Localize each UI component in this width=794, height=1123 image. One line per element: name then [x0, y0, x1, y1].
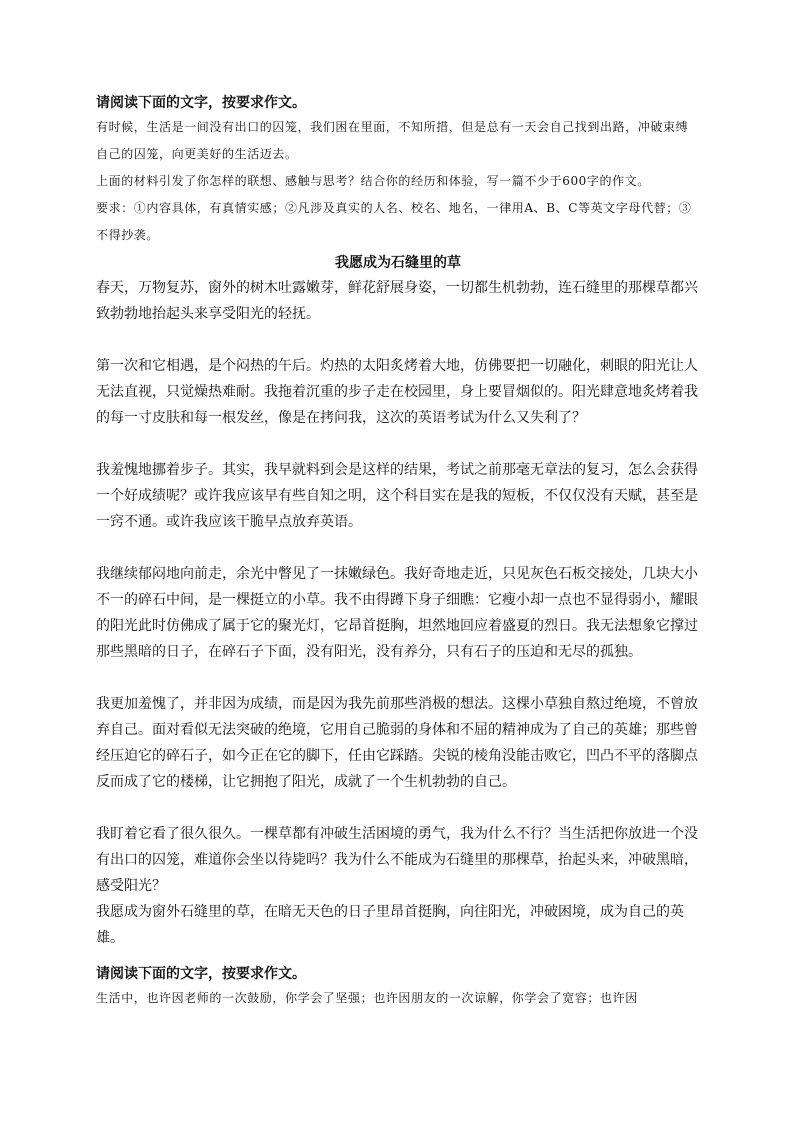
- prompt-material: 生活中，也许因老师的一次鼓励，你学会了坚强；也许因朋友的一次谅解，你学会了宽容；也许因: [96, 991, 638, 1005]
- writing-prompt-2: [96, 963, 700, 1012]
- essay-paragraph: 我更加羞愧了，并非因为成绩，而是因为我先前那些消极的想法。这棵小草独自熬过绝境，不曾放弃自己。面对看似无法突破的绝境，它用自己脆弱的身体和不屈的精神成为了自己的英雄；那些曾经压迫它的碎石子，如今正在它的脚下，任由它踩踏。尖锐的棱角没能击败它，凹凸不平的落脚点反而成了它的楼梯，让它拥抱了阳光，成就了一个生机勃勃的自己。: [96, 696, 698, 790]
- prompt-title: 请阅读下面的文字，按要求作文。: [96, 966, 306, 982]
- model-essay: [96, 251, 700, 951]
- prompt-title: 请阅读下面的文字，按要求作文。: [96, 95, 306, 111]
- essay-paragraph: 我继续郁闷地向前走，余光中瞥见了一抹嫩绿色。我好奇地走近，只见灰色石板交接处，几块大小不一的碎石中间，是一棵挺立的小草。我不由得蹲下身子细瞧：它瘦小却一点也不显得弱小，耀眼的阳光此时仿佛成了属于它的聚光灯，它昂首挺胸，坦然地回应着盛夏的烈日。我无法想象它撑过那些黑暗的日子，在碎石子下面，没有阳光，没有养分，只有石子的压迫和无尽的孤独。: [96, 566, 698, 660]
- paragraph-spacer: [96, 431, 700, 457]
- essay-paragraph: 春天，万物复苏，窗外的树木吐露嫩芽，鲜花舒展身姿，一切都生机勃勃，连石缝里的那棵草都兴致勃勃地抬起头来享受阳光的轻抚。: [96, 280, 698, 322]
- writing-prompt-1: [96, 92, 700, 249]
- paragraph-spacer: [96, 665, 700, 691]
- paragraph-spacer: [96, 795, 700, 821]
- essay-paragraph: 第一次和它相遇，是个闷热的午后。灼热的太阳炙烤着大地，仿佛要把一切融化，刺眼的阳光让人无法直视，只觉燥热难耐。我拖着沉重的步子走在校园里，身上要冒烟似的。阳光肆意地炙烤着我的每一寸皮肤和每一根发丝，像是在拷问我，这次的英语考试为什么又失利了？: [96, 358, 698, 426]
- essay-title: 我愿成为石缝里的草: [335, 255, 461, 271]
- paragraph-spacer: [96, 327, 700, 353]
- essay-paragraph: 我盯着它看了很久很久。一棵草都有冲破生活困境的勇气，我为什么不行？当生活把你放进一个没有出口的囚笼，难道你会坐以待毙吗？我为什么不能成为石缝里的那棵草，抬起头来，冲破黑暗，感受阳光？: [96, 826, 698, 894]
- prompt-question: 上面的材料引发了你怎样的联想、感触与思考？结合你的经历和体验，写一篇不少于600字的作文。: [96, 174, 650, 188]
- prompt-requirements: 要求：①内容具体，有真情实感；②凡涉及真实的人名、校名、地名，一律用A、B、C等英文字母代替；③不得抄袭。: [96, 201, 692, 242]
- paragraph-spacer: [96, 535, 700, 561]
- essay-paragraph: 我羞愧地挪着步子。其实，我早就料到会是这样的结果，考试之前那毫无章法的复习，怎么会获得一个好成绩呢？或许我应该早有些自知之明，这个科目实在是我的短板，不仅仅没有天赋，甚至是一窍不通。或许我应该干脆早点放弃英语。: [96, 462, 698, 530]
- document-page: [96, 92, 700, 1012]
- essay-paragraph: 我愿成为窗外石缝里的草，在暗无天色的日子里昂首挺胸，向往阳光，冲破困境，成为自己的英雄。: [96, 904, 684, 946]
- prompt-material: 有时候，生活是一间没有出口的囚笼，我们困在里面，不知所措，但是总有一天会自己找到出路，冲破束缚自己的囚笼，向更美好的生活迈去。: [96, 120, 689, 161]
